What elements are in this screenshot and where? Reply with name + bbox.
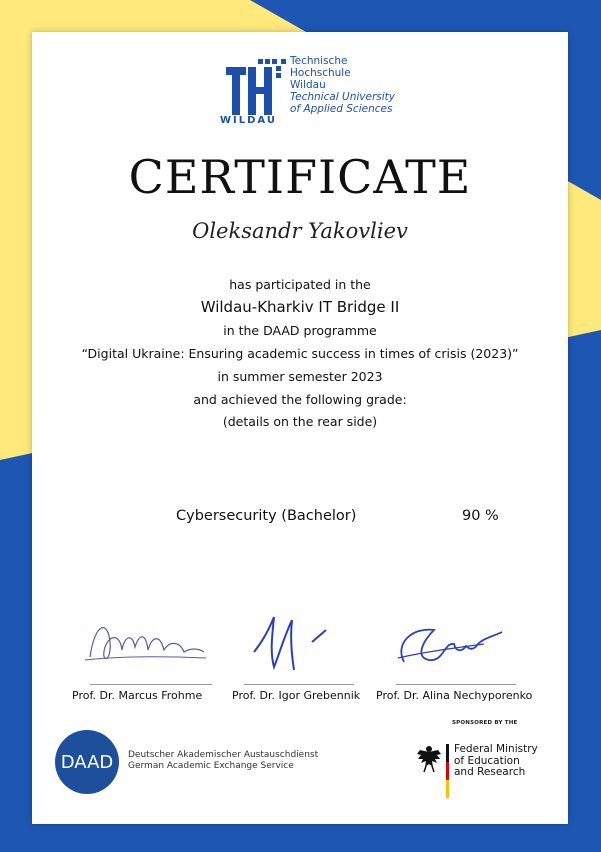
body-line: has participated in the [229, 277, 371, 292]
german-flag-bar [446, 744, 449, 798]
body-line: and achieved the following grade: [193, 392, 407, 407]
signatory-name: Prof. Dr. Igor Grebennik [232, 689, 361, 702]
university-name-en-line: Technical University [290, 91, 396, 103]
ministry-name-line: Federal Ministry [454, 743, 538, 755]
ministry-name [454, 744, 538, 779]
university-name [290, 55, 395, 115]
body-line: in summer semester 2023 [217, 369, 383, 384]
university-name-line: Technische [290, 55, 348, 67]
signatory-name: Prof. Dr. Marcus Frohme [72, 689, 203, 702]
daad-name-en: German Academic Exchange Service [128, 761, 294, 771]
grade-subject: Cybersecurity (Bachelor) [176, 508, 357, 524]
signature-nechyporenko [384, 612, 514, 674]
th-wildau-logo [218, 57, 288, 127]
daad-name-de: Deutscher Akademischer Austauschdienst [128, 750, 319, 760]
body-line: in the DAAD programme [223, 323, 377, 338]
eagle-icon [416, 744, 442, 774]
daad-name [128, 750, 318, 772]
programme-name: Wildau-Kharkiv IT Bridge II [200, 298, 400, 316]
signatory-name: Prof. Dr. Alina Nechyporenko [376, 689, 533, 702]
university-name-en-line: of Applied Sciences [290, 103, 393, 115]
programme-title: “Digital Ukraine: Ensuring academic success in times of crisis (2023)” [81, 346, 519, 361]
grade-value: 90 % [462, 508, 499, 524]
logo-wordmark: WILDAU [220, 115, 277, 126]
body-line: (details on the rear side) [222, 414, 378, 429]
university-name-line: Hochschule [290, 67, 351, 79]
signature-line [90, 684, 212, 685]
certificate-card [32, 32, 568, 824]
signature-frohme [80, 612, 210, 674]
certificate-title: CERTIFICATE [128, 150, 472, 204]
daad-logo-text: DAAD [60, 751, 114, 773]
signature-line [244, 684, 354, 685]
sponsored-by-label: SPONSORED BY THE [452, 720, 518, 726]
recipient-name: Oleksandr Yakovliev [192, 219, 408, 243]
signature-grebennik [234, 612, 364, 674]
daad-logo [55, 730, 119, 794]
ministry-name-line: of Education [454, 754, 520, 767]
university-name-line: Wildau [290, 79, 326, 91]
ministry-name-line: and Research [454, 766, 526, 778]
signature-line [396, 684, 516, 685]
